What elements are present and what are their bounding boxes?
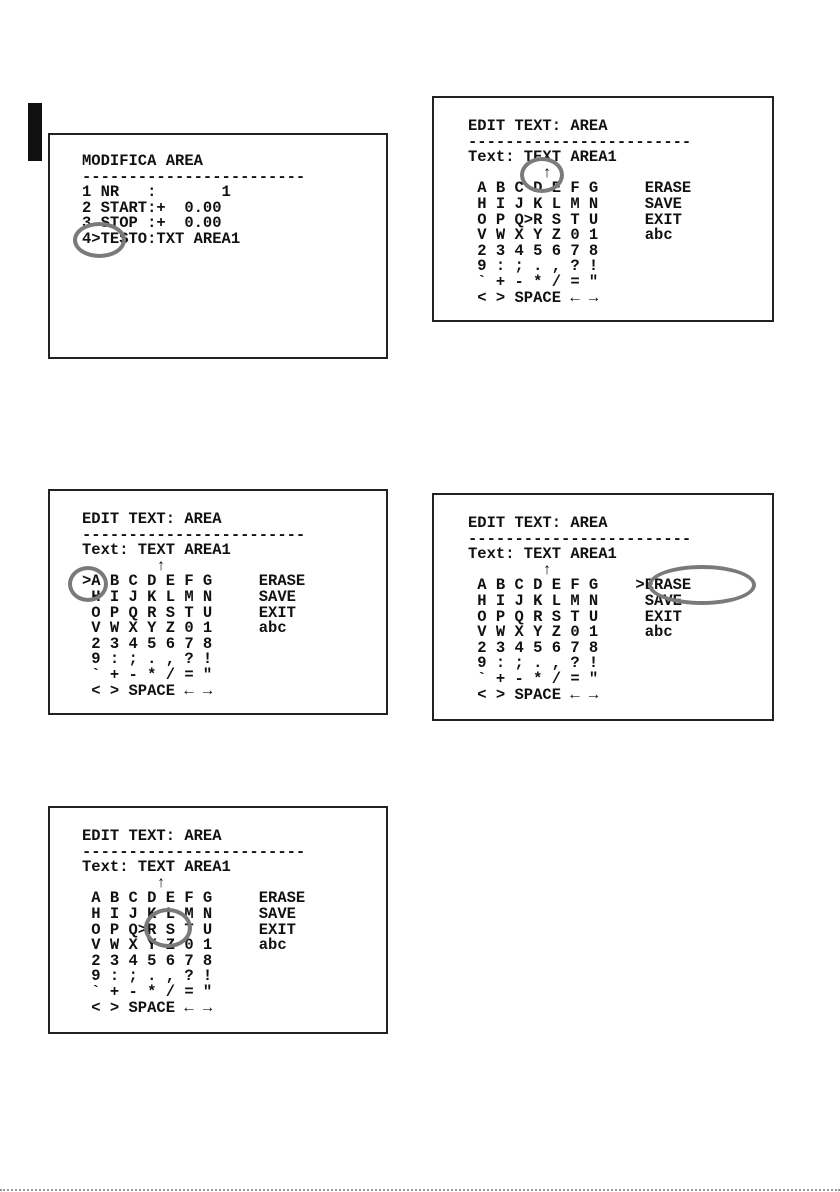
cursor-arrow: ↑ xyxy=(82,556,166,575)
screen-edit-text-select-erase xyxy=(432,493,774,721)
char-row: O P Q R S T U EXIT xyxy=(82,603,296,622)
text-field: Text: TEXT AREA1 xyxy=(468,148,617,167)
char-row: ` + - * / = " xyxy=(468,272,599,291)
menu-item-stop: 3 STOP :+ 0.00 xyxy=(82,214,222,233)
screen-text xyxy=(468,516,691,703)
text-field: Text: TEXT AREA1 xyxy=(82,858,231,877)
menu-item-testo: 4>TESTO:TXT AREA1 xyxy=(82,229,241,248)
screen-edit-text-cursor xyxy=(432,96,774,322)
char-row: < > SPACE ← → xyxy=(82,681,213,700)
screen-line: ------------------------ xyxy=(468,529,692,548)
char-row: 2 3 4 5 6 7 8 xyxy=(82,951,213,970)
screen-line: EDIT TEXT: AREA xyxy=(82,827,222,845)
screen-line: ------------------------ xyxy=(468,132,692,151)
page-tab-marker xyxy=(28,103,42,161)
cursor-arrow: ↑ xyxy=(468,163,552,182)
char-row: V W X Y Z 0 1 abc xyxy=(82,936,287,955)
char-row: A B C D E F G ERASE xyxy=(82,889,306,908)
screen-line: MODIFICA AREA xyxy=(82,152,203,170)
screen-line: EDIT TEXT: AREA xyxy=(468,117,608,135)
screen-line: ------------------------ xyxy=(82,842,306,861)
menu-item-start: 2 START:+ 0.00 xyxy=(82,198,222,217)
char-row: H I J K L M N SAVE xyxy=(468,194,682,213)
screen-line: ------------------------ xyxy=(82,525,306,544)
char-row: ` + - * / = " xyxy=(82,982,213,1001)
screen-line: EDIT TEXT: AREA xyxy=(82,510,222,528)
char-row: O P Q R S T U EXIT xyxy=(468,607,682,626)
char-row: >A B C D E F G ERASE xyxy=(82,572,306,591)
screen-line: EDIT TEXT: AREA xyxy=(468,514,608,532)
char-row: 9 : ; . , ? ! xyxy=(468,257,599,276)
char-row: H I J K L M N SAVE xyxy=(82,904,296,923)
char-row: 9 : ; . , ? ! xyxy=(82,967,213,986)
char-row: ` + - * / = " xyxy=(468,669,599,688)
char-row: V W X Y Z 0 1 abc xyxy=(82,619,287,638)
char-row: 2 3 4 5 6 7 8 xyxy=(468,241,599,260)
screen-modifica-area xyxy=(48,133,388,359)
char-row: O P Q>R S T U EXIT xyxy=(82,920,296,939)
screen-text xyxy=(82,829,305,1016)
char-row: ` + - * / = " xyxy=(82,665,213,684)
char-row: 9 : ; . , ? ! xyxy=(468,654,599,673)
char-row: H I J K L M N SAVE xyxy=(468,591,682,610)
cursor-arrow: ↑ xyxy=(82,873,166,892)
cursor-arrow: ↑ xyxy=(468,560,552,579)
char-row: 9 : ; . , ? ! xyxy=(82,650,213,669)
text-field: Text: TEXT AREA1 xyxy=(82,541,231,560)
screen-text xyxy=(82,512,305,699)
screen-text xyxy=(468,119,691,306)
screen-text xyxy=(82,154,305,248)
char-row: < > SPACE ← → xyxy=(82,998,213,1017)
menu-item-nr: 1 NR : 1 xyxy=(82,183,231,202)
char-row: 2 3 4 5 6 7 8 xyxy=(468,638,599,657)
char-row: 2 3 4 5 6 7 8 xyxy=(82,634,213,653)
screen-edit-text-select-a xyxy=(48,489,388,715)
text-field: Text: TEXT AREA1 xyxy=(468,545,617,564)
char-row: A B C D E F G >ERASE xyxy=(468,576,692,595)
char-row: V W X Y Z 0 1 abc xyxy=(468,226,673,245)
screen-edit-text-select-r xyxy=(48,806,388,1034)
screen-line: ------------------------ xyxy=(82,167,306,186)
char-row: H I J K L M N SAVE xyxy=(82,587,296,606)
char-row: A B C D E F G ERASE xyxy=(468,179,692,198)
char-row: V W X Y Z 0 1 abc xyxy=(468,623,673,642)
char-row: < > SPACE ← → xyxy=(468,685,599,704)
page-bottom-rule xyxy=(0,1189,840,1191)
char-row: O P Q>R S T U EXIT xyxy=(468,210,682,229)
char-row: < > SPACE ← → xyxy=(468,288,599,307)
